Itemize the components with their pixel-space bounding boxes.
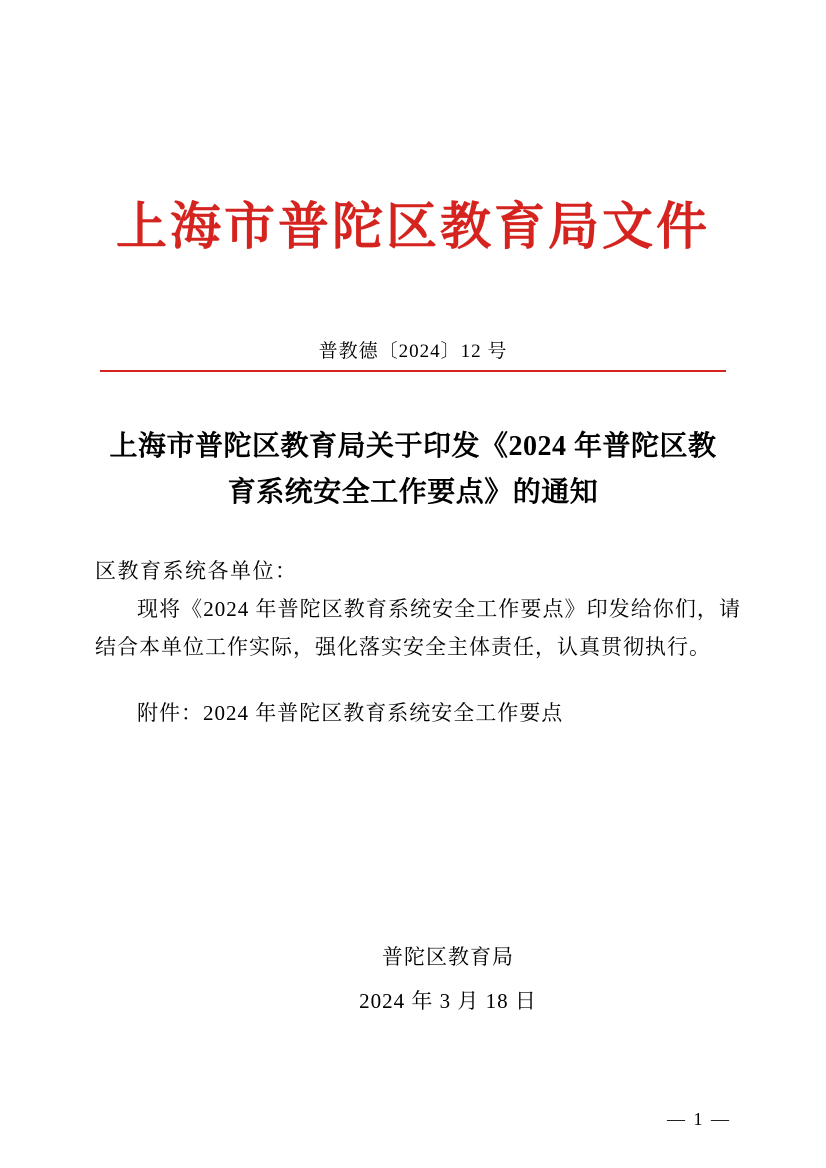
- signature-block: [0, 935, 826, 1023]
- red-divider-rule: [100, 370, 726, 372]
- document-title: 上海市普陀区教育局关于印发《2024 年普陀区教育系统安全工作要点》的通知: [109, 431, 717, 508]
- document-number: 普教德〔2024〕12 号: [318, 341, 508, 362]
- addressee-line: 区教育系统各单位：: [95, 559, 298, 583]
- attachment-line: 附件：2024 年普陀区教育系统安全工作要点: [137, 701, 564, 725]
- signature-date: 2024 年 3 月 18 日: [359, 989, 537, 1013]
- document-body: [95, 552, 741, 732]
- page-number: — 1 —: [667, 1109, 731, 1129]
- document-header-title: 上海市普陀区教育局文件: [115, 200, 710, 256]
- signer-name: 普陀区教育局: [382, 945, 514, 969]
- body-paragraph: 现将《2024 年普陀区教育系统安全工作要点》印发给你们，请结合本单位工作实际，强化落实安全主体责任，认真贯彻执行。: [95, 597, 741, 659]
